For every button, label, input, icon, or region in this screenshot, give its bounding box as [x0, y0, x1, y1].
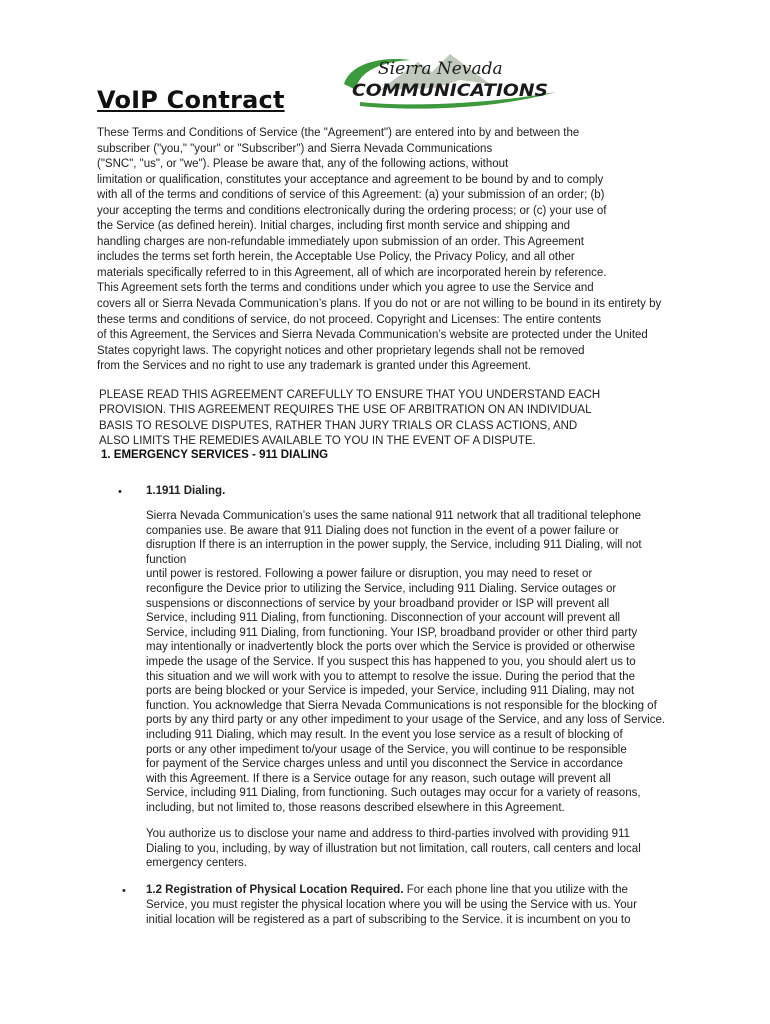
paragraph-line: Service, including 911 Dialing, from functioning. Disconnection of your account will prevent all	[146, 612, 621, 625]
arbitration-notice	[99, 388, 600, 449]
paragraph-line: Dialing to you, including, by way of illustration but not limitation, call routers, call centers and local	[146, 842, 641, 855]
authorization-paragraph	[146, 827, 641, 871]
intro-line: covers all or Sierra Nevada Communication’s plans. If you do not or are not willing to be bound in its entirety by	[97, 298, 662, 311]
paragraph-line: with this Agreement. If there is a Service outage for any reason, such outage will prevent all	[146, 772, 611, 785]
intro-line: from the Services and no right to use any trademark is granted under this Agreement.	[97, 360, 532, 373]
intro-line: with all of the terms and conditions of service of this Agreement: (a) your submission of an order; (b)	[97, 189, 605, 202]
paragraph-line: emergency centers.	[146, 857, 247, 870]
intro-line: these terms and conditions of service, do not proceed. Copyright and Licenses: The entire contents	[97, 313, 602, 326]
page-title: VoIP Contract	[97, 86, 285, 114]
intro-paragraph	[97, 126, 661, 375]
intro-line: These Terms and Conditions of Service (the "Agreement") are entered into by and between the	[97, 127, 580, 139]
intro-line: handling charges are non-refundable immediately upon submission of an order. This Agreement	[97, 235, 584, 248]
paragraph-line: function	[146, 553, 187, 566]
company-logo	[340, 50, 560, 110]
subsection-heading: 1.2 Registration of Physical Location Required.	[146, 884, 404, 896]
paragraph-line: initial location will be registered as a part of subscribing to the Service. it is incumbent on you to	[146, 914, 631, 927]
paragraph-line: including 911 Dialing, which may result. In the event you lose service as a result of blocking of	[146, 728, 623, 741]
intro-line: This Agreement sets forth the terms and conditions under which you agree to use the Service and	[97, 282, 594, 295]
paragraph-line: Service, including 911 Dialing, from functioning. Such outages may occur for a variety of reasons,	[146, 787, 641, 800]
paragraph-line	[146, 883, 637, 898]
intro-line: limitation or qualification, constitutes your acceptance and agreement to be bound by and to comply	[97, 173, 604, 186]
notice-line: PROVISION. THIS AGREEMENT REQUIRES THE USE OF ARBITRATION ON AN INDIVIDUAL	[99, 404, 592, 417]
registration-paragraph	[146, 883, 637, 929]
logo-text-line1: Sierra Nevada	[378, 59, 503, 79]
paragraph-line: disruption If there is an interruption in the power supply, the Service, including 911 Dialing, will not	[146, 539, 642, 552]
dialing-paragraph	[146, 509, 665, 815]
paragraph-line: function. You acknowledge that Sierra Nevada Communications is not responsible for the blocking of	[146, 699, 657, 712]
paragraph-line: impede the usage of the Service. If you suspect this has happened to you, you should alert us to	[146, 655, 636, 668]
intro-line: of this Agreement, the Services and Sierra Nevada Communication’s website are protected under the United	[97, 329, 648, 342]
intro-line: includes the terms set forth herein, the Acceptable Use Policy, the Privacy Policy, and all other	[97, 251, 575, 264]
paragraph-line: ports or any other impediment to/your usage of the Service, you will continue to be responsible	[146, 743, 627, 756]
paragraph-line: ports are being blocked or your Service is impeded, your Service, including 911 Dialing, may not	[146, 685, 635, 698]
paragraph-line: including, but not limited to, those reasons described elsewhere in this Agreement.	[146, 801, 565, 814]
notice-line: PLEASE READ THIS AGREEMENT CAREFULLY TO ENSURE THAT YOU UNDERSTAND EACH	[99, 389, 601, 401]
notice-line: ALSO LIMITS THE REMEDIES AVAILABLE TO YOU IN THE EVENT OF A DISPUTE.	[99, 434, 536, 447]
subsection-heading: 1.1911 Dialing.	[146, 485, 226, 497]
paragraph-line: may intentionally or inadvertently block the ports over which the Service is provided or otherwise	[146, 641, 635, 654]
intro-line: materials specifically referred to in this Agreement, all of which are incorporated herein by reference.	[97, 266, 607, 279]
paragraph-line: Service, you must register the physical location where you will be using the Service with us. Your	[146, 899, 637, 912]
intro-line: States copyright laws. The copyright notices and other proprietary legends shall not be removed	[97, 344, 585, 357]
bullet-marker: •	[118, 486, 122, 498]
section-heading: 1. EMERGENCY SERVICES - 911 DIALING	[101, 449, 329, 461]
paragraph-line: You authorize us to disclose your name and address to third-parties involved with providing 911	[146, 828, 630, 840]
intro-line: the Service (as defined herein). Initial charges, including first month service and shipping and	[97, 220, 571, 233]
paragraph-text: For each phone line that you utilize with the	[406, 884, 628, 896]
notice-line: BASIS TO RESOLVE DISPUTES, RATHER THAN JURY TRIALS OR CLASS ACTIONS, AND	[99, 419, 578, 432]
paragraph-line: until power is restored. Following a power failure or disruption, you may need to reset or	[146, 568, 593, 581]
paragraph-line: ports by any third party or any other impediment to your usage of the Service, and any loss of Service.	[146, 714, 666, 727]
paragraph-line: companies use. Be aware that 911 Dialing does not function in the event of a power failure or	[146, 524, 619, 537]
logo-text-line2: COMMUNICATIONS	[352, 81, 548, 101]
bullet-marker: •	[122, 885, 126, 897]
intro-line: ("SNC", "us", or "we"). Please be aware that, any of the following actions, without	[97, 158, 509, 171]
paragraph-line: this situation and we will work with you to attempt to resolve the issue. During the period that the	[146, 670, 636, 683]
paragraph-line: reconfigure the Device prior to utilizing the Service, including 911 Dialing. Service outages or	[146, 582, 617, 595]
intro-line: your accepting the terms and conditions electronically during the ordering process; or (c) your use of	[97, 204, 607, 217]
paragraph-line: for payment of the Service charges unless and until you disconnect the Service in accordance	[146, 758, 623, 771]
paragraph-line: Sierra Nevada Communication’s uses the same national 911 network that all traditional telephone	[146, 510, 641, 522]
paragraph-line: suspensions or disconnections of service by your broadband provider or ISP will prevent all	[146, 597, 610, 610]
intro-line: subscriber ("you," "your" or "Subscriber") and Sierra Nevada Communications	[97, 142, 493, 155]
paragraph-line: Service, including 911 Dialing, from functioning. Your ISP, broadband provider or other third party	[146, 626, 638, 639]
